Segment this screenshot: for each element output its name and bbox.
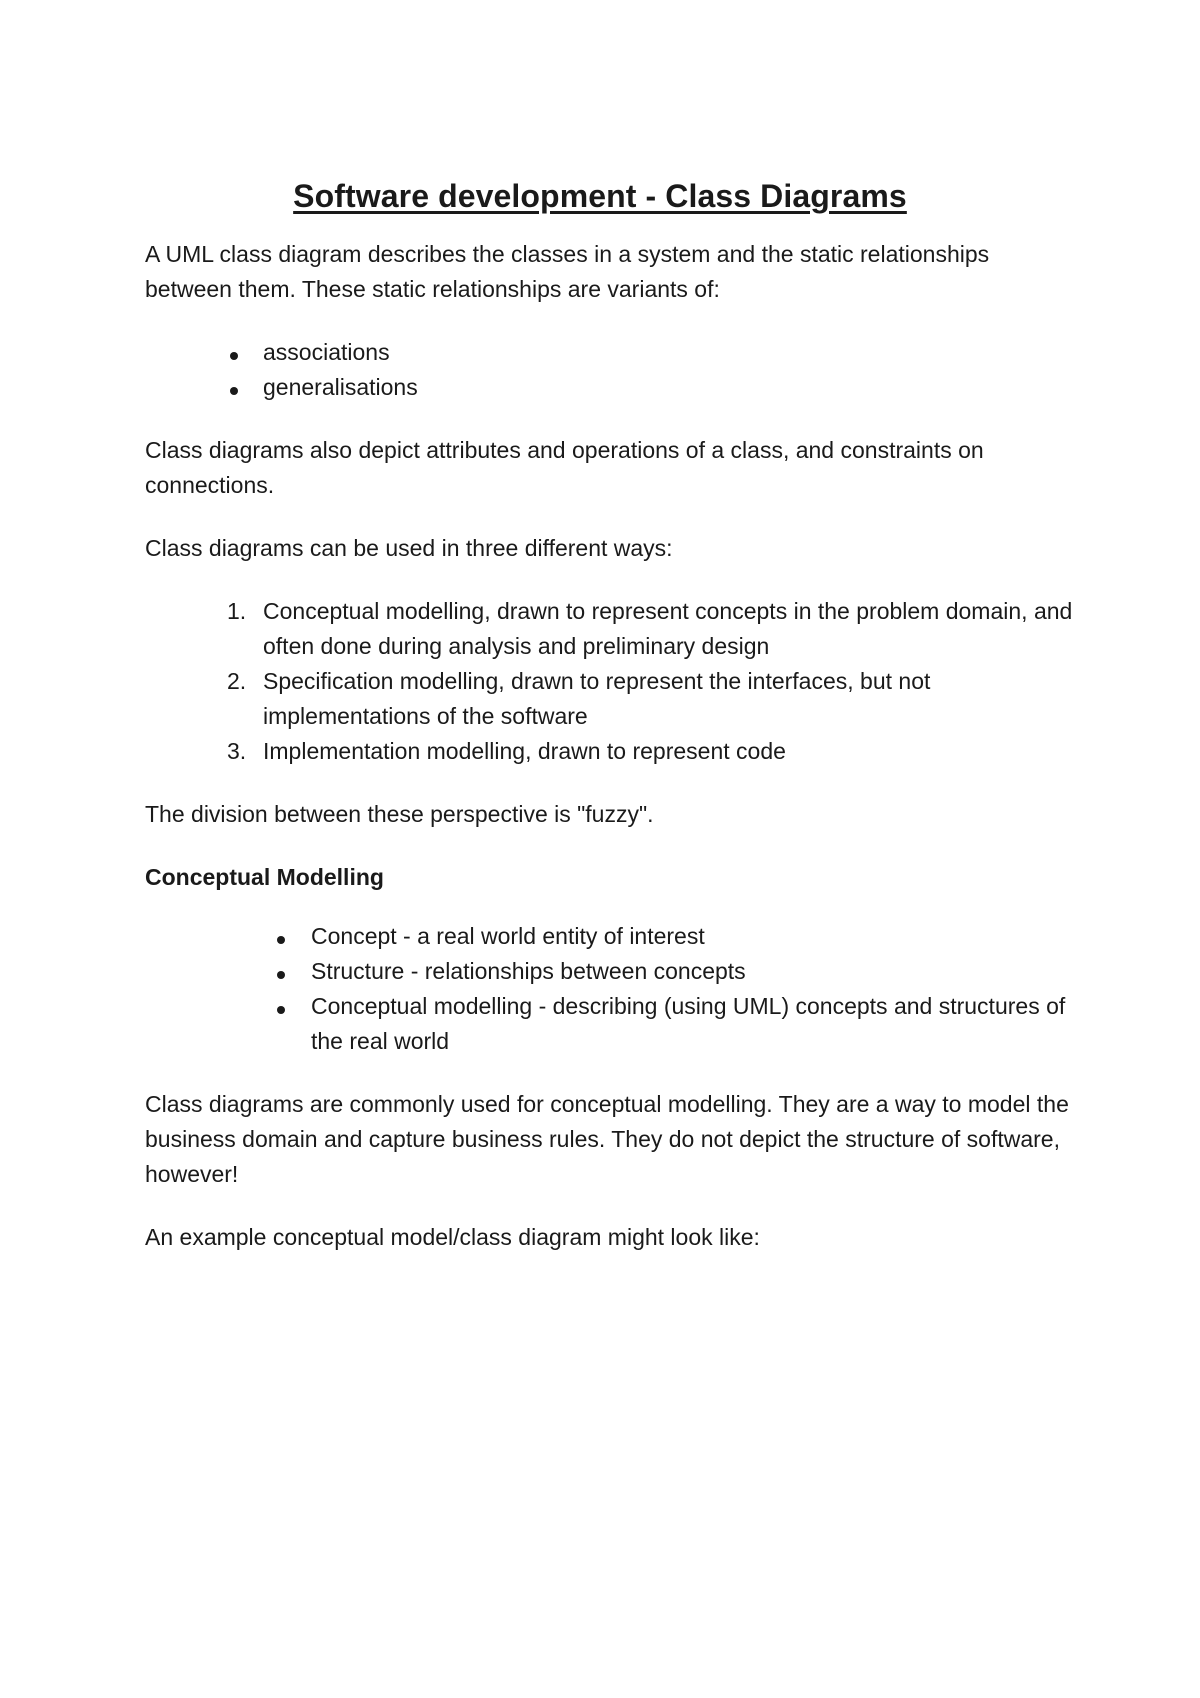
list-item-text: associations [263,339,390,365]
bullet-icon [277,954,285,989]
list-item-text: Structure - relationships between concepts [311,958,746,984]
ways-list [145,594,1080,769]
bullet-icon [277,919,285,954]
usage-paragraph: Class diagrams are commonly used for conceptual modelling. They are a way to model the business domain and capture business rules. They do not depict the structure of software, however! [145,1091,1069,1187]
list-item [145,954,1080,989]
list-item-text: Conceptual modelling - describing (using UML) concepts and structures of the real world [311,993,1066,1054]
list-number: 2. [227,668,247,694]
list-item-text: Specification modelling, drawn to represent the interfaces, but not implementations of the software [263,668,931,729]
list-number: 3. [227,738,247,764]
list-item [145,335,1080,370]
section-heading: Conceptual Modelling [145,864,384,890]
division-paragraph: The division between these perspective is "fuzzy". [145,801,654,827]
list-item [145,734,1080,769]
example-paragraph: An example conceptual model/class diagram might look like: [145,1224,760,1250]
bullet-icon [230,335,238,370]
list-item-text: Conceptual modelling, drawn to represent concepts in the problem domain, and often done during analysis and preliminary design [263,598,1073,659]
relationship-variants-list [145,335,1080,405]
list-item-text: Concept - a real world entity of interest [311,923,705,949]
list-number: 1. [227,598,247,624]
list-item [145,370,1080,405]
list-item [145,919,1080,954]
bullet-icon [277,989,285,1024]
conceptual-points-list [145,919,1080,1059]
intro-paragraph: A UML class diagram describes the classes in a system and the static relationships between them. These static relationships are variants of: [145,241,990,302]
page-title: Software development - Class Diagrams [293,178,907,214]
list-item-text: Implementation modelling, drawn to represent code [263,738,786,764]
depict-paragraph: Class diagrams also depict attributes and operations of a class, and constraints on connections. [145,437,984,498]
ways-intro-paragraph: Class diagrams can be used in three different ways: [145,535,673,561]
list-item-text: generalisations [263,374,418,400]
bullet-icon [230,370,238,405]
list-item [145,664,1080,734]
list-item [145,989,1080,1059]
list-item [145,594,1080,664]
